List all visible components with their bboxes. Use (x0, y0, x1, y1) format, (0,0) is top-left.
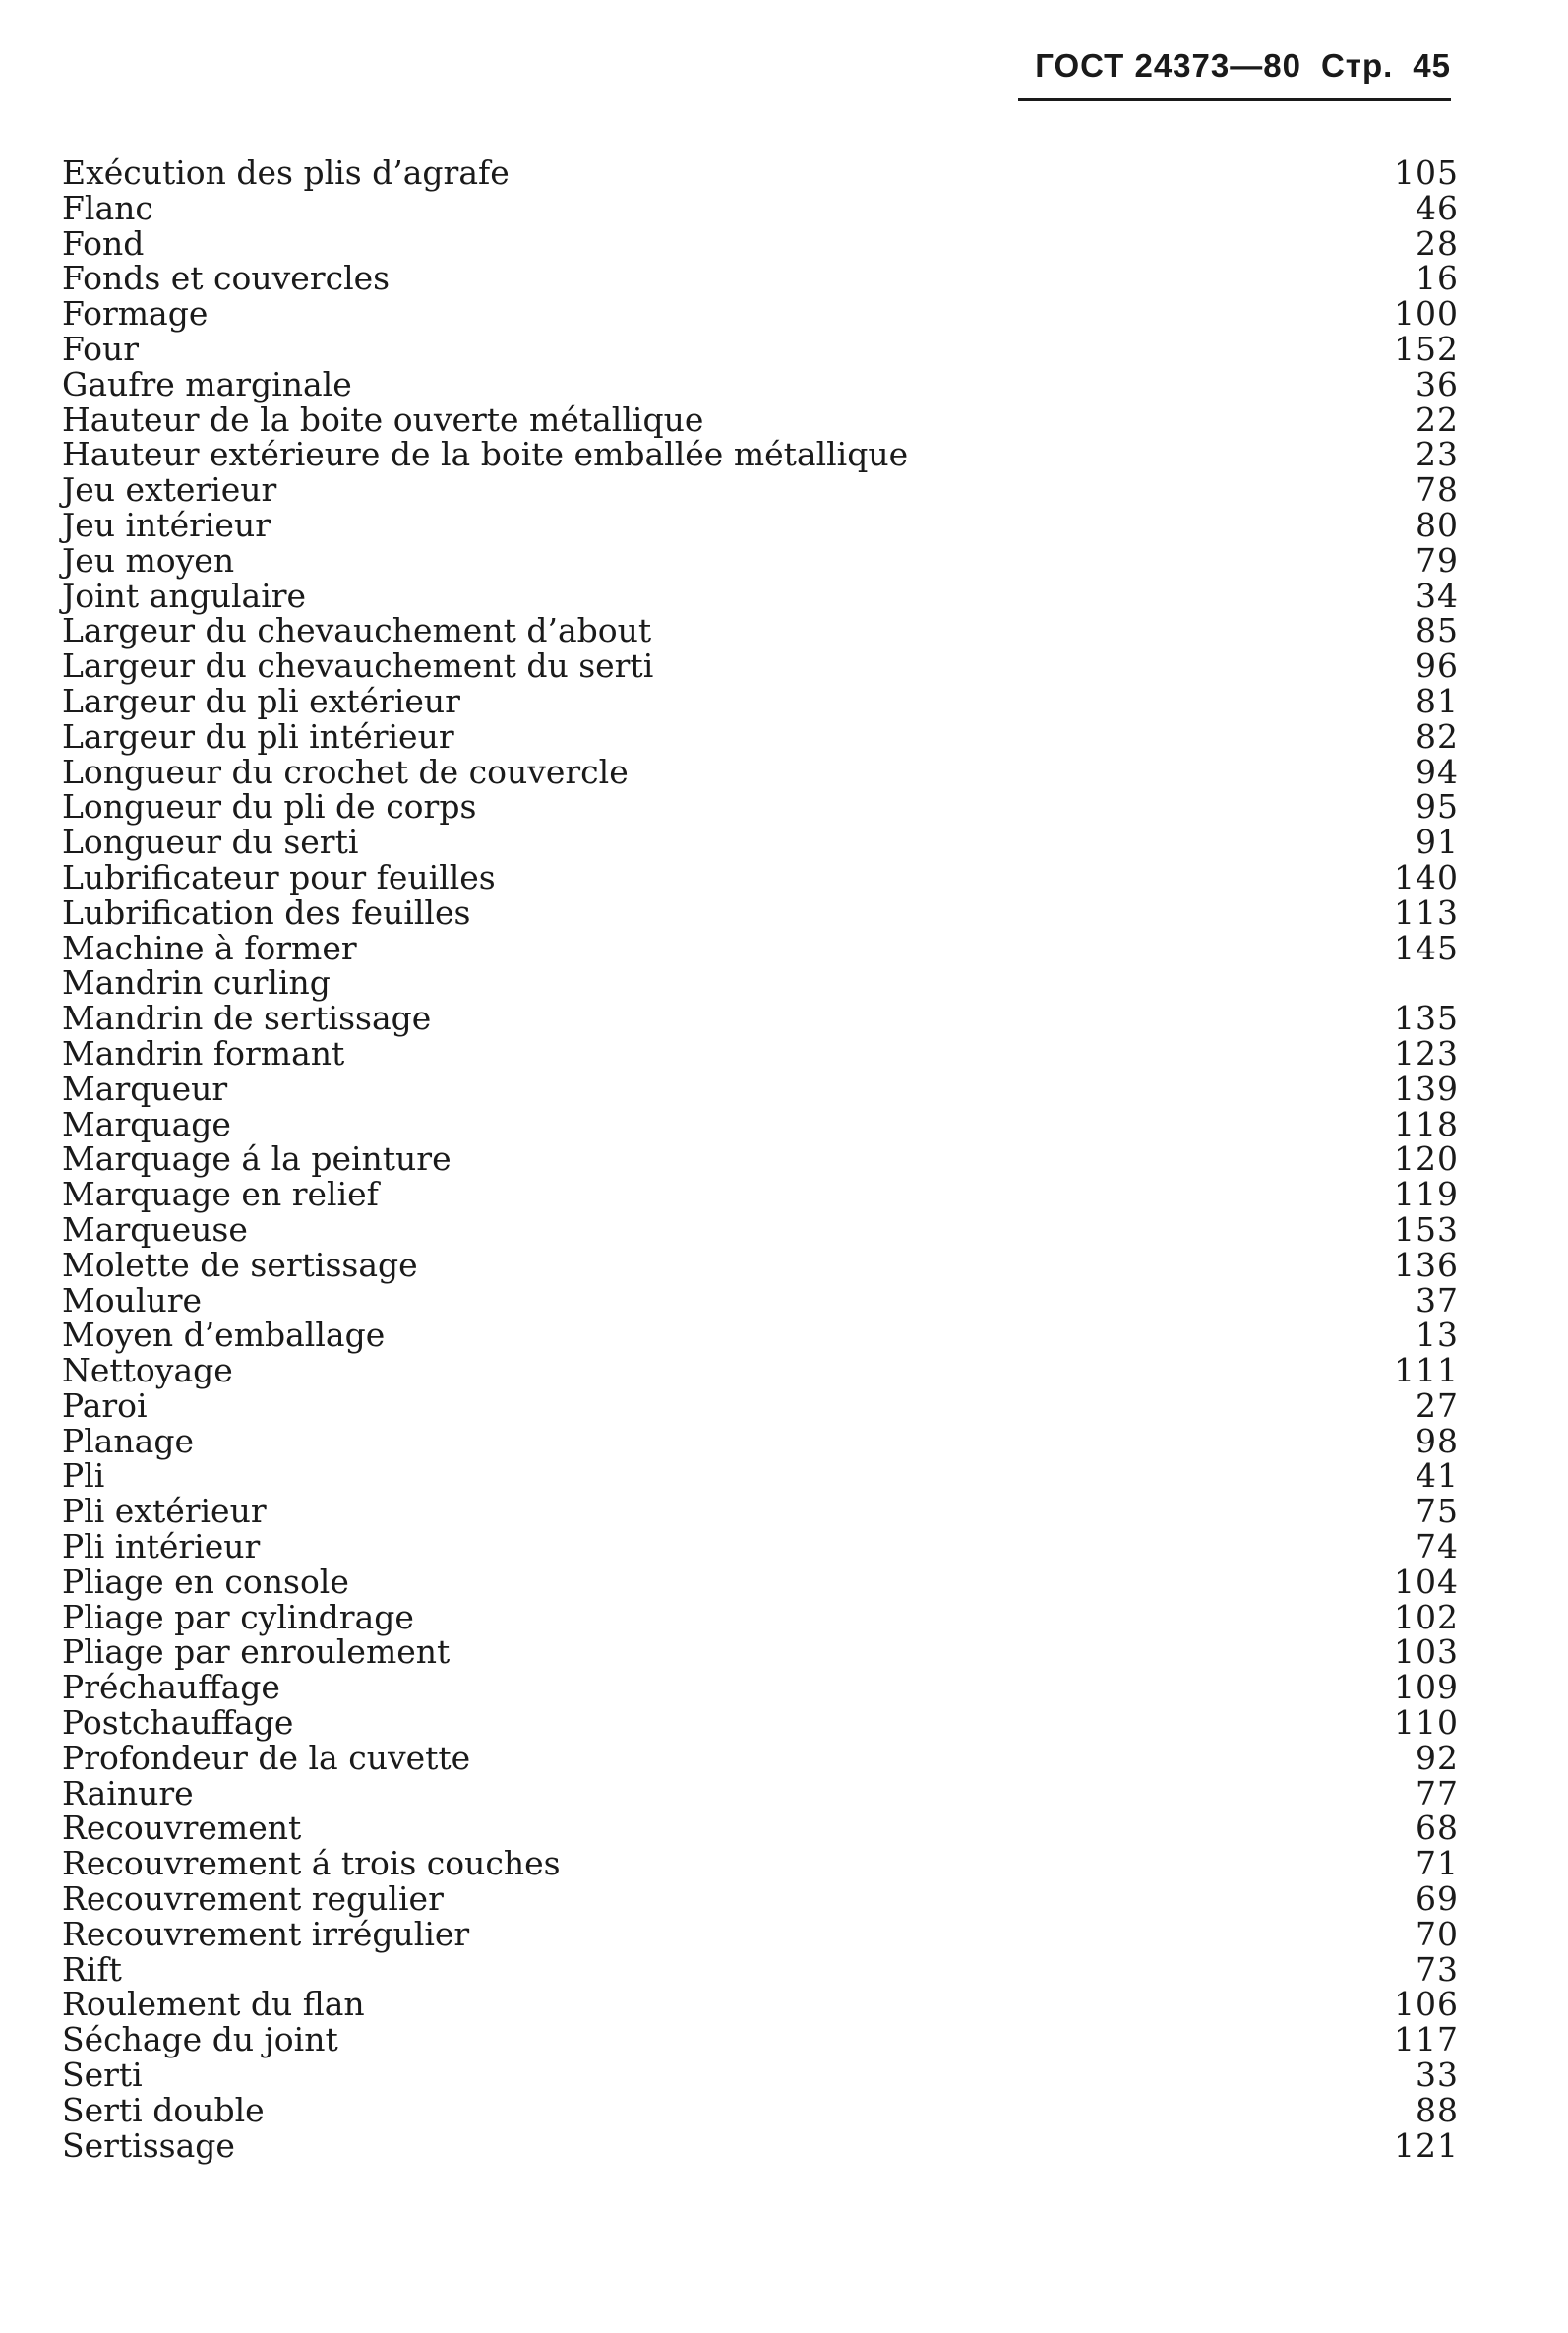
index-entry (62, 437, 1459, 472)
index-entry (62, 1209, 1459, 1249)
index-number: 113 (1394, 892, 1459, 932)
index-term: Planage (62, 1421, 195, 1460)
index-term: Flanc (62, 188, 153, 227)
index-term: Jeu exterieur (62, 470, 277, 510)
index-number: 140 (1394, 857, 1459, 896)
index-term: Largeur du pli intérieur (62, 716, 454, 756)
index-term: Pli extérieur (62, 1492, 267, 1531)
index-number: 13 (1416, 1316, 1459, 1355)
index-term: Recouvrement (62, 1809, 302, 1848)
index-entry (62, 223, 1459, 263)
index-number: 37 (1416, 1280, 1459, 1320)
index-entry (62, 576, 1459, 615)
index-term: Molette de sertissage (62, 1245, 418, 1284)
index-number: 82 (1416, 716, 1459, 756)
index-term: Lubrificateur pour feuilles (62, 857, 496, 896)
index-term: Postchauffage (62, 1703, 294, 1743)
index-number: 22 (1416, 399, 1459, 439)
index-number: 152 (1394, 329, 1459, 368)
index-number: 79 (1416, 540, 1459, 580)
index-term: Pliage par cylindrage (62, 1597, 414, 1636)
index-entry (62, 1773, 1459, 1812)
index-number: 27 (1416, 1385, 1459, 1425)
index-entry (62, 1033, 1459, 1073)
index-term: Lubrification des feuilles (62, 892, 471, 932)
index-term: Jeu moyen (62, 540, 235, 580)
index-entry (62, 1987, 1459, 2022)
index-number: 73 (1416, 1949, 1459, 1989)
index-term: Mandrin formant (62, 1033, 345, 1073)
index-entry (62, 789, 1459, 825)
index-term: Pli (62, 1456, 105, 1496)
page-header (1018, 47, 1451, 106)
index-term: Recouvrement irrégulier (62, 1914, 470, 1953)
index-number: 16 (1416, 259, 1459, 298)
index-entry (62, 928, 1459, 967)
index-number: 135 (1394, 999, 1459, 1038)
index-entry (62, 857, 1459, 896)
index-entry (62, 1846, 1459, 1881)
index-term: Joint angulaire (62, 576, 307, 615)
index-term: Formage (62, 294, 209, 334)
index-term: Marqueuse (62, 1209, 248, 1249)
index-entry (62, 1597, 1459, 1636)
index-entry (62, 1318, 1459, 1353)
index-number: 104 (1394, 1562, 1459, 1601)
index-number: 34 (1416, 576, 1459, 615)
index-entry (62, 1670, 1459, 1705)
index-number: 46 (1416, 188, 1459, 227)
index-term: Séchage du joint (62, 2020, 338, 2059)
index-entry (62, 1634, 1459, 1670)
index-entry (62, 648, 1459, 684)
index-term: Préchauffage (62, 1668, 280, 1707)
index-number: 91 (1416, 823, 1459, 862)
index-term: Pli intérieur (62, 1527, 261, 1566)
index-number: 102 (1394, 1597, 1459, 1636)
index-term: Jeu intérieur (62, 505, 271, 544)
index-entry (62, 1001, 1459, 1036)
header-rule (1018, 98, 1451, 101)
index-entry (62, 965, 1459, 1001)
index-term: Machine à former (62, 928, 357, 967)
index-term: Fonds et couvercles (62, 259, 391, 298)
index-entry (62, 1177, 1459, 1212)
index-number: 106 (1394, 1985, 1459, 2024)
index-term: Four (62, 329, 139, 368)
index-term: Largeur du chevauchement d’about (62, 611, 652, 650)
index-term: Hauteur de la boite ouverte métallique (62, 399, 704, 439)
index-number: 111 (1394, 1351, 1459, 1390)
index-entry (62, 2022, 1459, 2057)
index-number: 23 (1416, 435, 1459, 474)
index-number: 68 (1416, 1809, 1459, 1848)
index-term: Marquage (62, 1104, 231, 1143)
index-entry (62, 752, 1459, 791)
index-entry (62, 1529, 1459, 1565)
header-line (1035, 47, 1451, 85)
page-label: Стр. (1320, 47, 1394, 84)
index-entry (62, 716, 1459, 756)
index-term: Nettoyage (62, 1351, 233, 1390)
index-number: 69 (1416, 1879, 1459, 1919)
index-entry (62, 364, 1459, 403)
index-number: 110 (1394, 1703, 1459, 1743)
index-entry (62, 1141, 1459, 1177)
index-entry (62, 1811, 1459, 1846)
index-term: Marquage á la peinture (62, 1139, 452, 1179)
index-number: 80 (1416, 505, 1459, 544)
index-entry (62, 1245, 1459, 1284)
index-number: 71 (1416, 1844, 1459, 1883)
index-term: Serti double (62, 2090, 265, 2129)
index-number: 81 (1416, 681, 1459, 720)
index-term: Gaufre marginale (62, 364, 352, 403)
index-number: 88 (1416, 2090, 1459, 2129)
index-entry (62, 399, 1459, 439)
index-number: 75 (1416, 1492, 1459, 1531)
index-term: Moulure (62, 1280, 203, 1320)
standard-number: ГОСТ 24373—80 (1035, 47, 1301, 84)
index-term: Rainure (62, 1773, 194, 1812)
index-entry (62, 472, 1459, 508)
index-entry (62, 296, 1459, 332)
index-number: 145 (1394, 928, 1459, 967)
index-number: 92 (1416, 1738, 1459, 1777)
index-entry (62, 1562, 1459, 1601)
index-entry (62, 1104, 1459, 1143)
index-entry (62, 1881, 1459, 1917)
index-term: Pliage en console (62, 1562, 349, 1601)
index-number: 78 (1416, 470, 1459, 510)
index-number: 105 (1394, 153, 1459, 192)
index-entry (62, 2090, 1459, 2129)
index-number: 94 (1416, 752, 1459, 791)
page-number: 45 (1413, 47, 1451, 84)
index-term: Pliage par enroulement (62, 1632, 451, 1672)
index-number: 100 (1394, 294, 1459, 334)
index-term: Rift (62, 1949, 122, 1989)
index-number: 123 (1394, 1033, 1459, 1073)
index-number: 33 (1416, 2056, 1459, 2095)
index-number: 119 (1394, 1175, 1459, 1214)
index-number: 153 (1394, 1209, 1459, 1249)
index-term: Longueur du pli de corps (62, 787, 477, 827)
index-entry (62, 1738, 1459, 1777)
index-number: 103 (1394, 1632, 1459, 1672)
index-term: Longueur du crochet de couvercle (62, 752, 629, 791)
index-term: Exécution des plis d’agrafe (62, 153, 510, 192)
index-term: Roulement du flan (62, 1985, 365, 2024)
index-term: Marqueur (62, 1069, 228, 1108)
index-entry (62, 1914, 1459, 1953)
index-number: 120 (1394, 1139, 1459, 1179)
index-entry (62, 505, 1459, 544)
index-number: 41 (1416, 1456, 1459, 1496)
index-entry (62, 329, 1459, 368)
index-number: 117 (1394, 2020, 1459, 2059)
index-number: 36 (1416, 364, 1459, 403)
index-entry (62, 1458, 1459, 1494)
index-number: 109 (1394, 1668, 1459, 1707)
index-entry (62, 613, 1459, 648)
index-term: Largeur du pli extérieur (62, 681, 460, 720)
index-entry (62, 2125, 1459, 2165)
index-entry (62, 1421, 1459, 1460)
index-number: 95 (1416, 787, 1459, 827)
index-entry (62, 892, 1459, 932)
index-entry (62, 155, 1459, 191)
index-term: Marquage en relief (62, 1175, 379, 1214)
index-number: 139 (1394, 1069, 1459, 1108)
index-number: 96 (1416, 646, 1459, 686)
index-number: 28 (1416, 223, 1459, 263)
index-term: Mandrin curling (62, 963, 331, 1003)
index-entry (62, 1280, 1459, 1320)
index-list (62, 155, 1459, 2163)
index-number: 74 (1416, 1527, 1459, 1566)
index-number: 136 (1394, 1245, 1459, 1284)
index-entry (62, 2057, 1459, 2093)
index-term: Largeur du chevauchement du serti (62, 646, 654, 686)
index-entry (62, 1353, 1459, 1388)
index-entry (62, 1705, 1459, 1741)
index-number: 98 (1416, 1421, 1459, 1460)
index-entry (62, 1494, 1459, 1529)
index-entry (62, 681, 1459, 720)
index-number: 70 (1416, 1914, 1459, 1953)
index-number: 85 (1416, 611, 1459, 650)
index-number: 121 (1394, 2125, 1459, 2165)
index-entry (62, 261, 1459, 296)
index-entry (62, 1949, 1459, 1989)
index-entry (62, 540, 1459, 580)
index-term: Paroi (62, 1385, 148, 1425)
index-number: 77 (1416, 1773, 1459, 1812)
index-entry (62, 188, 1459, 227)
index-term: Serti (62, 2056, 143, 2095)
index-entry (62, 1069, 1459, 1108)
index-term: Hauteur extérieure de la boite emballée métallique (62, 435, 909, 474)
index-term: Recouvrement regulier (62, 1879, 444, 1919)
index-term: Recouvrement á trois couches (62, 1844, 561, 1883)
index-entry (62, 825, 1459, 860)
index-term: Fond (62, 223, 145, 263)
index-number: 118 (1394, 1104, 1459, 1143)
index-term: Mandrin de sertissage (62, 999, 432, 1038)
index-term: Sertissage (62, 2125, 235, 2165)
index-term: Moyen d’emballage (62, 1316, 386, 1355)
index-entry (62, 1385, 1459, 1425)
index-term: Profondeur de la cuvette (62, 1738, 471, 1777)
index-term: Longueur du serti (62, 823, 359, 862)
